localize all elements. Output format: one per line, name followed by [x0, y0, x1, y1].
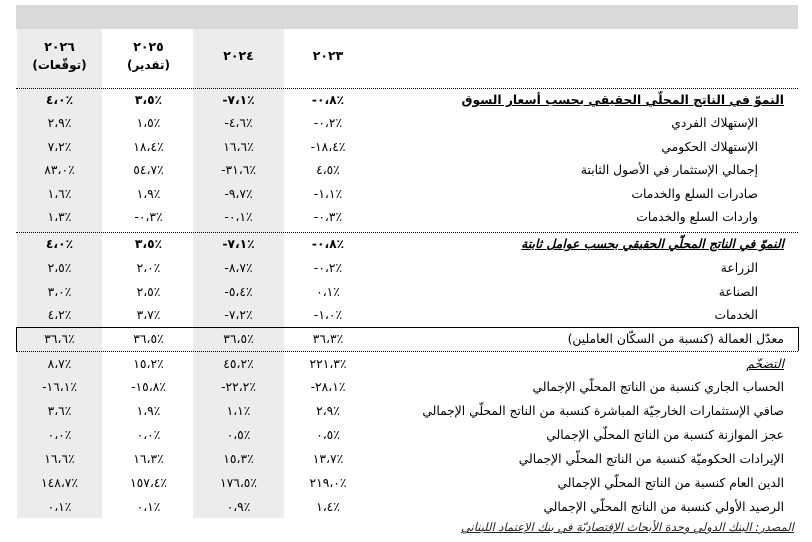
cell-2026: ٧،٢٪ [47, 140, 72, 154]
row-label: عجز الموازنة كنسبة من الناتج المحلّي الإجمالي [546, 428, 784, 442]
cell-2026: ٨٣،٠٪ [44, 163, 75, 177]
header-year: ٢٠٢٦ [44, 39, 75, 54]
cell-2023: -٠،٢٪ [313, 261, 343, 275]
column-header-2023 [284, 47, 372, 65]
cell-2024: -٧،١٪ [222, 93, 255, 107]
cell-2024: ٤٥،٢٪ [223, 357, 254, 371]
section-divider [16, 88, 798, 89]
cell-2026: ٤،٢٪ [47, 308, 72, 322]
cell-2023: ١،٤٪ [316, 500, 340, 514]
table-row [16, 207, 798, 230]
cell-2024: ١٧٦،٥٪ [220, 476, 257, 490]
row-label: الزراعة [720, 261, 758, 275]
row-label: الخدمات [714, 308, 758, 322]
table-row [16, 329, 798, 352]
cell-2024: -٧،٢٪ [224, 308, 253, 322]
cell-2025: ٣،٥٪ [134, 93, 163, 107]
cell-2024: -٩،٧٪ [224, 187, 253, 201]
row-label: الإستهلاك الفردي [671, 116, 758, 130]
cell-2026: ٣،٦٪ [47, 404, 72, 418]
row-label: واردات السلع والخدمات [636, 210, 758, 224]
cell-2023: -٠،٣٪ [313, 210, 343, 224]
row-label: الحساب الجاري كنسبة من الناتج المحلّي الإجمالي [532, 380, 784, 394]
table-row [16, 113, 798, 136]
header-note: (تقدير) [126, 58, 170, 72]
table-row [16, 234, 798, 257]
header-year: ٢٠٢٣ [312, 48, 344, 63]
cell-2023: ٠،٥٪ [316, 428, 340, 442]
cell-2024: ١٦،٦٪ [223, 140, 254, 154]
cell-2024: ٠،٥٪ [226, 428, 251, 442]
table-row [16, 497, 798, 520]
cell-2023: -٢٨،١٪ [310, 380, 346, 394]
cell-2024: ١،١٪ [226, 404, 251, 418]
column-header-2024 [193, 47, 284, 65]
cell-2025: ٣٦،٥٪ [133, 332, 164, 346]
table-row [16, 90, 798, 113]
header-year: ٢٠٢٥ [133, 39, 164, 54]
cell-2024: -٧،١٪ [222, 237, 255, 251]
cell-2026: ١٤٨،٧٪ [41, 476, 78, 490]
cell-2023: ١٣،٧٪ [312, 452, 344, 466]
cell-2026: ٨،٧٪ [47, 357, 72, 371]
table-row [16, 160, 798, 183]
cell-2025: ١،٩٪ [136, 187, 161, 201]
cell-2026: -١٦،١٪ [42, 380, 77, 394]
cell-2023: ٤،٥٪ [316, 163, 340, 177]
cell-2024: ٣٦،٥٪ [223, 332, 254, 346]
table-top-band [16, 5, 798, 29]
cell-2025: ١،٩٪ [136, 404, 161, 418]
table-row [16, 425, 798, 448]
column-header-2025 [104, 38, 193, 74]
table-row [16, 184, 798, 207]
cell-2023: ٢،٩٪ [316, 404, 340, 418]
table-row [16, 354, 798, 377]
table-row [16, 258, 798, 281]
cell-2026: ١٦،٦٪ [44, 452, 75, 466]
cell-2025: ٥٤،٧٪ [133, 163, 164, 177]
row-label: إجمالي الإستثمار في الأصول الثابتة [580, 163, 758, 177]
cell-2023: -١٨،٤٪ [310, 140, 346, 154]
section-divider [16, 232, 798, 233]
cell-2024: ١٥،٣٪ [223, 452, 254, 466]
cell-2026: ٠،١٪ [47, 500, 72, 514]
cell-2023: -٠،٨٪ [311, 93, 345, 107]
border-right [798, 327, 799, 351]
row-label: معدّل العمالة (كنسبة من السكّان العاملين) [567, 332, 784, 346]
cell-2025: ٠،١٪ [136, 500, 161, 514]
row-label: التضخّم [746, 357, 784, 371]
row-label: النموّ في الناتج المحلّي الحقيقي بحسب أسعار السوق [461, 93, 784, 107]
row-label: الدين العام كنسبة من الناتج المحلّي الإجمالي [557, 476, 784, 490]
cell-2024: ٠،٩٪ [226, 500, 251, 514]
table-row [16, 137, 798, 160]
source-note: المصدر: البنك الدولي وحدة الأبحاث الإقتصاديّة في بنك الإعتماد اللبناني [460, 520, 794, 534]
cell-2026: ٣٦،٦٪ [44, 332, 75, 346]
cell-2026: ١،٣٪ [47, 210, 72, 224]
cell-2025: ١٦،٣٪ [133, 452, 164, 466]
cell-2023: ٢١٩،٠٪ [309, 476, 347, 490]
cell-2023: ٢٢١،٣٪ [309, 357, 347, 371]
cell-2025: ١٥٧،٤٪ [130, 476, 167, 490]
cell-2023: ٣٦،٣٪ [312, 332, 344, 346]
cell-2026: ٢،٩٪ [47, 116, 72, 130]
cell-2025: ٠،٠٪ [136, 428, 161, 442]
cell-2025: ١،٥٪ [136, 116, 161, 130]
cell-2024: -٥،٤٪ [224, 285, 253, 299]
cell-2026: ٠،٠٪ [47, 428, 72, 442]
header-year: ٢٠٢٤ [223, 48, 254, 63]
column-header-2026 [17, 38, 102, 74]
cell-2023: -٠،٢٪ [313, 116, 343, 130]
cell-2023: -١،١٪ [313, 187, 343, 201]
cell-2025: ١٨،٤٪ [133, 140, 164, 154]
cell-2025: ٢،٠٪ [136, 261, 161, 275]
cell-2024: -٨،٧٪ [224, 261, 253, 275]
row-label: الإيرادات الحكوميّة كنسبة من الناتج المحلّي الإجمالي [518, 452, 784, 466]
row-label: الصناعة [718, 285, 758, 299]
cell-2026: ١،٦٪ [47, 187, 72, 201]
cell-2025: ٢،٥٪ [136, 285, 161, 299]
cell-2023: -٠،٨٪ [311, 237, 345, 251]
cell-2024: -٣١،٦٪ [221, 163, 256, 177]
row-label: الإستهلاك الحكومي [661, 140, 758, 154]
header-note: (توقّعات) [32, 58, 87, 72]
cell-2024: -٤،٦٪ [224, 116, 253, 130]
row-label: صادرات السلع والخدمات [631, 187, 758, 201]
table-row [16, 282, 798, 305]
cell-2024: -٠،١٪ [224, 210, 253, 224]
cell-2025: ١٥،٢٪ [133, 357, 164, 371]
cell-2025: ٣،٥٪ [134, 237, 163, 251]
cell-2023: ٠،١٪ [316, 285, 340, 299]
table-row [16, 305, 798, 328]
row-label: النموّ في الناتج المحلّي الحقيقي بحسب عوامل ثابتة [521, 237, 784, 251]
cell-2024: -٢٢،٢٪ [221, 380, 256, 394]
cell-2025: -١٥،٨٪ [131, 380, 166, 394]
cell-2026: ٤،٠٪ [45, 237, 74, 251]
cell-2026: ٣،٠٪ [47, 285, 72, 299]
cell-2025: -٠،٣٪ [134, 210, 163, 224]
row-label: الرصيد الأولي كنسبة من الناتج المحلّي الإجمالي [543, 500, 784, 514]
cell-2025: ٣،٧٪ [136, 308, 161, 322]
cell-2023: -١،٠٪ [313, 308, 343, 322]
table-row [16, 401, 798, 424]
table-row [16, 473, 798, 496]
cell-2026: ٢،٥٪ [47, 261, 72, 275]
table-row [16, 377, 798, 400]
table-row [16, 449, 798, 472]
row-label: صافي الإستثمارات الخارجيّة المباشرة كنسبة من الناتج المحلّي الإجمالي [422, 404, 784, 418]
cell-2026: ٤،٠٪ [45, 93, 74, 107]
